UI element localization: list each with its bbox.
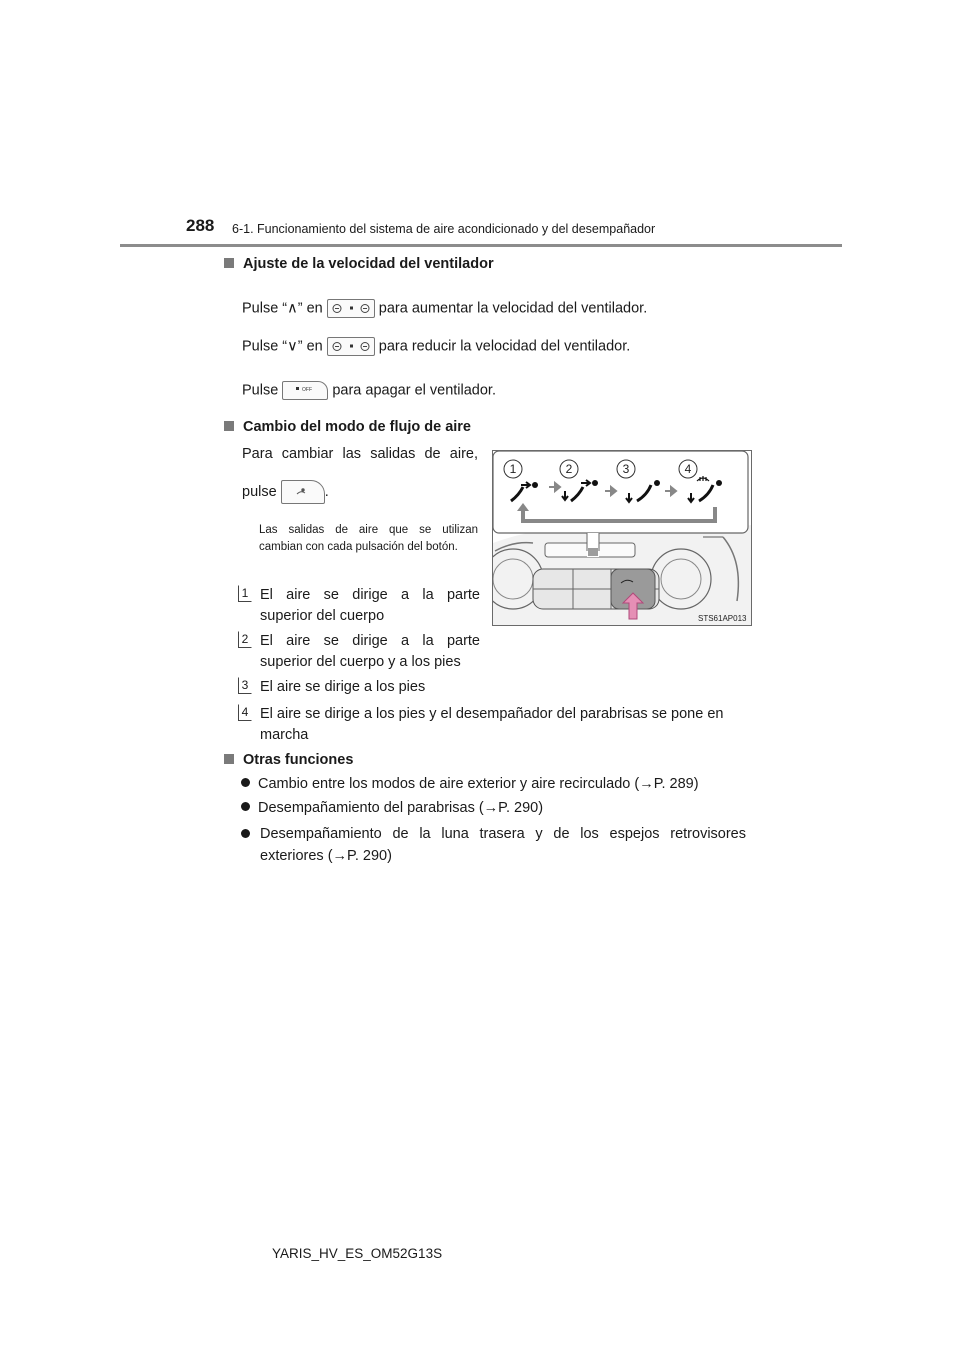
list-item: Cambio entre los modos de aire exterior y aire recirculado (→P. 289) — [241, 775, 746, 794]
fan-up-instruction: Pulse “∧” en para aumentar la velocidad del ventilador. — [242, 300, 648, 317]
svg-text:2: 2 — [565, 462, 573, 476]
list-item: 1 El aire se dirige a la parte superior del cuerpo — [238, 585, 480, 627]
list-item: 2 El aire se dirige a la parte superior del cuerpo y a los pies — [238, 631, 480, 673]
bullet-icon — [241, 778, 250, 787]
running-title: 6-1. Funcionamiento del sistema de aire acondicionado y del desempañador — [232, 222, 656, 236]
svg-text:OFF: OFF — [302, 387, 313, 393]
document-code: YARIS_HV_ES_OM52G13S — [272, 1246, 443, 1261]
svg-text:3: 3 — [622, 462, 630, 476]
svg-text:4: 4 — [684, 462, 692, 476]
fan-speed-button-icon — [327, 337, 375, 356]
airflow-diagram — [493, 451, 751, 625]
fan-down-instruction: Pulse “∨” en para reducir la velocidad del ventilador. — [242, 338, 631, 355]
page-number: 288 — [186, 216, 215, 235]
square-bullet-icon — [224, 421, 234, 431]
fan-speed-button-icon — [327, 299, 375, 318]
list-item: 3 El aire se dirige a los pies — [238, 677, 758, 698]
list-item: Desempañamiento del parabrisas (→P. 290) — [241, 799, 746, 818]
list-item: Desempañamiento de la luna trasera y de los espejos retrovisores exteriores (→P. 290) — [241, 823, 746, 867]
other-functions-heading: Otras funciones — [224, 752, 353, 768]
airflow-intro-line2: pulse . — [242, 480, 329, 504]
header-rule — [120, 244, 842, 247]
airflow-heading: Cambio del modo de flujo de aire — [224, 419, 471, 435]
square-bullet-icon — [224, 754, 234, 764]
figure-code: STS61AP013 — [698, 614, 747, 623]
square-bullet-icon — [224, 258, 234, 268]
bullet-icon — [241, 829, 250, 838]
fan-speed-heading: Ajuste de la velocidad del ventilador — [224, 256, 494, 272]
airflow-diagram-figure — [492, 450, 752, 626]
fan-off-instruction: Pulse OFF para apagar el ventilador. — [242, 382, 496, 399]
list-item: 4 El aire se dirige a los pies y el desempañador del parabrisas se pone en marcha — [238, 704, 748, 746]
airflow-intro-line1: Para cambiar las salidas de aire, — [242, 446, 478, 462]
airflow-mode-button-icon — [281, 480, 325, 504]
airflow-note: Las salidas de aire que se utilizan cambian con cada pulsación del botón. — [259, 524, 478, 553]
svg-text:1: 1 — [509, 462, 517, 476]
fan-off-button-icon — [282, 381, 328, 400]
bullet-icon — [241, 802, 250, 811]
